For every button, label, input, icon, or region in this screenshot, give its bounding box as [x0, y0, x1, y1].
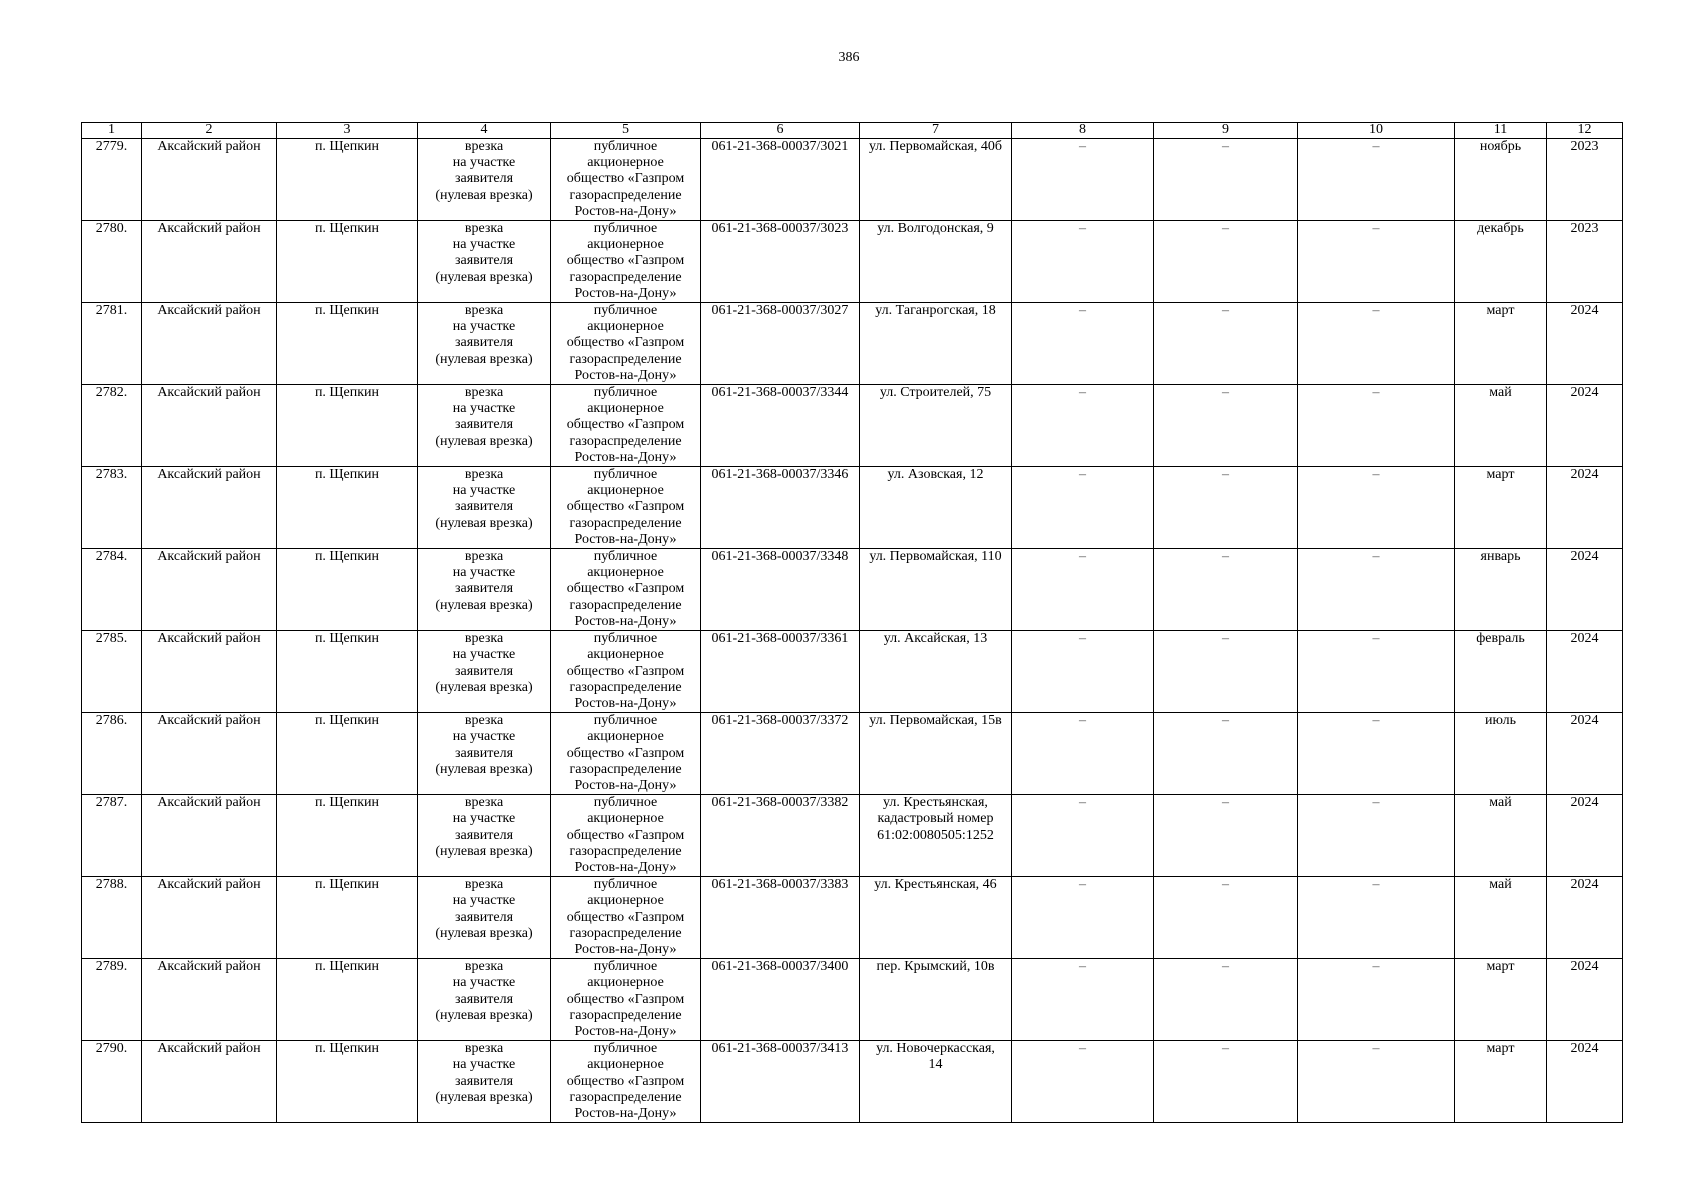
cell-row-number: 2788.	[82, 877, 142, 959]
page-number: 386	[838, 50, 860, 65]
cell-address	[860, 221, 1012, 303]
cell-locality: п. Щепкин	[277, 221, 418, 303]
cell-column-9: –	[1154, 795, 1298, 877]
cell-request-code: 061-21-368-00037/3346	[701, 467, 860, 549]
connection-type-line: на участке	[452, 975, 516, 991]
connection-type-line: (нулевая врезка)	[435, 925, 533, 941]
organization-line: публичное	[593, 1041, 658, 1057]
cell-request-code: 061-21-368-00037/3382	[701, 795, 860, 877]
cell-month: май	[1455, 385, 1547, 467]
cell-organization	[551, 713, 701, 795]
connection-type-line: на участке	[452, 1057, 516, 1073]
connection-type-line: (нулевая врезка)	[435, 761, 533, 777]
organization-line: Ростов-на-Дону»	[574, 613, 677, 629]
cell-organization	[551, 303, 701, 385]
connection-type-line: врезка	[464, 795, 504, 811]
cell-month: март	[1455, 959, 1547, 1041]
table-row	[82, 959, 1623, 1041]
cell-organization	[551, 877, 701, 959]
cell-request-code: 061-21-368-00037/3383	[701, 877, 860, 959]
organization-line: Ростов-на-Дону»	[574, 695, 677, 711]
address-line: ул. Таганрогская, 18	[875, 303, 996, 319]
connection-type-line: врезка	[464, 303, 504, 319]
table-body	[82, 139, 1623, 1123]
cell-column-9: –	[1154, 877, 1298, 959]
cell-address	[860, 139, 1012, 221]
cell-row-number: 2780.	[82, 221, 142, 303]
connection-type-line: заявителя	[454, 991, 514, 1007]
connection-type-line: на участке	[452, 565, 516, 581]
cell-address	[860, 1041, 1012, 1123]
cell-district: Аксайский район	[142, 221, 277, 303]
connection-type-line: заявителя	[454, 171, 514, 187]
connection-type-line: заявителя	[454, 909, 514, 925]
cell-month: июль	[1455, 713, 1547, 795]
organization-line: публичное	[593, 795, 658, 811]
registry-table	[81, 122, 1623, 1123]
organization-line: Ростов-на-Дону»	[574, 531, 677, 547]
cell-connection-type	[418, 139, 551, 221]
cell-request-code: 061-21-368-00037/3344	[701, 385, 860, 467]
organization-line: Ростов-на-Дону»	[574, 449, 677, 465]
organization-line: публичное	[593, 385, 658, 401]
cell-column-8: –	[1012, 303, 1154, 385]
organization-line: публичное	[593, 959, 658, 975]
table-row	[82, 221, 1623, 303]
cell-organization	[551, 631, 701, 713]
connection-type-line: на участке	[452, 237, 516, 253]
cell-district: Аксайский район	[142, 877, 277, 959]
cell-row-number: 2781.	[82, 303, 142, 385]
cell-year: 2024	[1547, 959, 1623, 1041]
cell-row-number: 2790.	[82, 1041, 142, 1123]
cell-column-10: –	[1298, 713, 1455, 795]
cell-column-9: –	[1154, 221, 1298, 303]
cell-connection-type	[418, 385, 551, 467]
organization-line: акционерное	[587, 729, 664, 745]
connection-type-line: на участке	[452, 893, 516, 909]
cell-column-10: –	[1298, 631, 1455, 713]
cell-month: декабрь	[1455, 221, 1547, 303]
cell-district: Аксайский район	[142, 467, 277, 549]
organization-line: Ростов-на-Дону»	[574, 1105, 677, 1121]
cell-request-code: 061-21-368-00037/3400	[701, 959, 860, 1041]
connection-type-line: (нулевая врезка)	[435, 515, 533, 531]
organization-line: акционерное	[587, 401, 664, 417]
column-header-7: 7	[860, 123, 1012, 139]
connection-type-line: (нулевая врезка)	[435, 1007, 533, 1023]
organization-line: публичное	[593, 877, 658, 893]
cell-month: май	[1455, 795, 1547, 877]
cell-column-9: –	[1154, 713, 1298, 795]
organization-line: Ростов-на-Дону»	[574, 285, 677, 301]
organization-line: общество «Газпром	[566, 745, 685, 761]
cell-column-10: –	[1298, 385, 1455, 467]
cell-row-number: 2783.	[82, 467, 142, 549]
table-row	[82, 795, 1623, 877]
cell-column-9: –	[1154, 631, 1298, 713]
address-line: 14	[928, 1057, 943, 1073]
organization-line: публичное	[593, 467, 658, 483]
address-line: ул. Первомайская, 15в	[869, 713, 1002, 729]
organization-line: газораспределение	[569, 597, 682, 613]
organization-line: газораспределение	[569, 1007, 682, 1023]
cell-district: Аксайский район	[142, 549, 277, 631]
organization-line: Ростов-на-Дону»	[574, 203, 677, 219]
organization-line: акционерное	[587, 483, 664, 499]
cell-connection-type	[418, 467, 551, 549]
cell-column-9: –	[1154, 303, 1298, 385]
connection-type-line: врезка	[464, 549, 504, 565]
organization-line: общество «Газпром	[566, 171, 685, 187]
organization-line: общество «Газпром	[566, 909, 685, 925]
cell-request-code: 061-21-368-00037/3361	[701, 631, 860, 713]
cell-column-8: –	[1012, 467, 1154, 549]
connection-type-line: заявителя	[454, 253, 514, 269]
cell-locality: п. Щепкин	[277, 1041, 418, 1123]
cell-organization	[551, 959, 701, 1041]
cell-column-8: –	[1012, 713, 1154, 795]
column-header-12: 12	[1547, 123, 1623, 139]
cell-column-10: –	[1298, 877, 1455, 959]
organization-line: общество «Газпром	[566, 827, 685, 843]
cell-month: март	[1455, 467, 1547, 549]
organization-line: акционерное	[587, 319, 664, 335]
organization-line: общество «Газпром	[566, 335, 685, 351]
cell-year: 2024	[1547, 877, 1623, 959]
cell-column-9: –	[1154, 385, 1298, 467]
cell-column-10: –	[1298, 549, 1455, 631]
connection-type-line: на участке	[452, 729, 516, 745]
cell-row-number: 2782.	[82, 385, 142, 467]
cell-address	[860, 795, 1012, 877]
cell-address	[860, 303, 1012, 385]
cell-row-number: 2789.	[82, 959, 142, 1041]
connection-type-line: на участке	[452, 483, 516, 499]
cell-locality: п. Щепкин	[277, 467, 418, 549]
address-line: ул. Волгодонская, 9	[877, 221, 994, 237]
cell-organization	[551, 467, 701, 549]
cell-connection-type	[418, 713, 551, 795]
cell-connection-type	[418, 1041, 551, 1123]
table-row	[82, 139, 1623, 221]
column-header-10: 10	[1298, 123, 1455, 139]
cell-row-number: 2786.	[82, 713, 142, 795]
cell-locality: п. Щепкин	[277, 877, 418, 959]
organization-line: газораспределение	[569, 351, 682, 367]
cell-district: Аксайский район	[142, 959, 277, 1041]
organization-line: общество «Газпром	[566, 253, 685, 269]
cell-year: 2024	[1547, 713, 1623, 795]
column-header-3: 3	[277, 123, 418, 139]
cell-address	[860, 959, 1012, 1041]
cell-column-9: –	[1154, 959, 1298, 1041]
connection-type-line: заявителя	[454, 663, 514, 679]
cell-address	[860, 631, 1012, 713]
connection-type-line: (нулевая врезка)	[435, 269, 533, 285]
column-header-1: 1	[82, 123, 142, 139]
cell-organization	[551, 795, 701, 877]
cell-column-8: –	[1012, 631, 1154, 713]
table-header	[82, 123, 1623, 139]
cell-request-code: 061-21-368-00037/3023	[701, 221, 860, 303]
cell-organization	[551, 221, 701, 303]
organization-line: акционерное	[587, 647, 664, 663]
cell-year: 2024	[1547, 467, 1623, 549]
address-line: 61:02:0080505:1252	[877, 827, 994, 843]
cell-connection-type	[418, 959, 551, 1041]
connection-type-line: (нулевая врезка)	[435, 187, 533, 203]
cell-connection-type	[418, 631, 551, 713]
cell-locality: п. Щепкин	[277, 713, 418, 795]
cell-request-code: 061-21-368-00037/3027	[701, 303, 860, 385]
cell-connection-type	[418, 303, 551, 385]
connection-type-line: заявителя	[454, 417, 514, 433]
organization-line: общество «Газпром	[566, 663, 685, 679]
connection-type-line: заявителя	[454, 1073, 514, 1089]
organization-line: газораспределение	[569, 925, 682, 941]
connection-type-line: (нулевая врезка)	[435, 597, 533, 613]
organization-line: Ростов-на-Дону»	[574, 859, 677, 875]
cell-year: 2024	[1547, 549, 1623, 631]
cell-year: 2024	[1547, 631, 1623, 713]
organization-line: акционерное	[587, 975, 664, 991]
cell-year: 2023	[1547, 221, 1623, 303]
table-row	[82, 713, 1623, 795]
cell-connection-type	[418, 549, 551, 631]
connection-type-line: (нулевая врезка)	[435, 843, 533, 859]
cell-month: март	[1455, 1041, 1547, 1123]
connection-type-line: на участке	[452, 155, 516, 171]
connection-type-line: врезка	[464, 877, 504, 893]
address-line: кадастровый номер	[877, 811, 994, 827]
cell-locality: п. Щепкин	[277, 631, 418, 713]
cell-address	[860, 713, 1012, 795]
cell-request-code: 061-21-368-00037/3372	[701, 713, 860, 795]
cell-month: февраль	[1455, 631, 1547, 713]
cell-row-number: 2784.	[82, 549, 142, 631]
organization-line: общество «Газпром	[566, 991, 685, 1007]
cell-year: 2024	[1547, 385, 1623, 467]
address-line: пер. Крымский, 10в	[876, 959, 995, 975]
connection-type-line: врезка	[464, 385, 504, 401]
cell-column-9: –	[1154, 139, 1298, 221]
connection-type-line: на участке	[452, 647, 516, 663]
cell-column-10: –	[1298, 959, 1455, 1041]
organization-line: общество «Газпром	[566, 499, 685, 515]
table-row	[82, 1041, 1623, 1123]
connection-type-line: врезка	[464, 1041, 504, 1057]
cell-address	[860, 467, 1012, 549]
connection-type-line: (нулевая врезка)	[435, 1089, 533, 1105]
address-line: ул. Первомайская, 110	[869, 549, 1002, 565]
organization-line: газораспределение	[569, 269, 682, 285]
cell-district: Аксайский район	[142, 303, 277, 385]
cell-district: Аксайский район	[142, 713, 277, 795]
organization-line: Ростов-на-Дону»	[574, 941, 677, 957]
connection-type-line: врезка	[464, 221, 504, 237]
cell-column-10: –	[1298, 303, 1455, 385]
connection-type-line: на участке	[452, 811, 516, 827]
connection-type-line: врезка	[464, 631, 504, 647]
cell-year: 2024	[1547, 795, 1623, 877]
organization-line: общество «Газпром	[566, 581, 685, 597]
cell-address	[860, 385, 1012, 467]
cell-locality: п. Щепкин	[277, 303, 418, 385]
cell-column-9: –	[1154, 1041, 1298, 1123]
cell-request-code: 061-21-368-00037/3348	[701, 549, 860, 631]
address-line: ул. Азовская, 12	[887, 467, 984, 483]
cell-address	[860, 549, 1012, 631]
table-row	[82, 549, 1623, 631]
organization-line: газораспределение	[569, 1089, 682, 1105]
column-header-6: 6	[701, 123, 860, 139]
table-row	[82, 385, 1623, 467]
cell-connection-type	[418, 221, 551, 303]
organization-line: газораспределение	[569, 679, 682, 695]
header-row	[82, 123, 1623, 139]
address-line: ул. Аксайская, 13	[883, 631, 988, 647]
organization-line: акционерное	[587, 237, 664, 253]
column-header-11: 11	[1455, 123, 1547, 139]
organization-line: акционерное	[587, 893, 664, 909]
cell-locality: п. Щепкин	[277, 795, 418, 877]
cell-connection-type	[418, 877, 551, 959]
cell-connection-type	[418, 795, 551, 877]
cell-month: март	[1455, 303, 1547, 385]
address-line: ул. Первомайская, 40б	[869, 139, 1002, 154]
connection-type-line: врезка	[464, 467, 504, 483]
cell-column-8: –	[1012, 795, 1154, 877]
cell-organization	[551, 1041, 701, 1123]
cell-month: ноябрь	[1455, 139, 1547, 221]
cell-locality: п. Щепкин	[277, 139, 418, 221]
column-header-8: 8	[1012, 123, 1154, 139]
organization-line: Ростов-на-Дону»	[574, 367, 677, 383]
cell-column-10: –	[1298, 1041, 1455, 1123]
table-row	[82, 467, 1623, 549]
connection-type-line: на участке	[452, 401, 516, 417]
cell-column-10: –	[1298, 467, 1455, 549]
cell-column-10: –	[1298, 139, 1455, 221]
organization-line: публичное	[593, 221, 658, 237]
table-row	[82, 877, 1623, 959]
organization-line: общество «Газпром	[566, 1073, 685, 1089]
cell-district: Аксайский район	[142, 139, 277, 221]
connection-type-line: заявителя	[454, 581, 514, 597]
organization-line: газораспределение	[569, 843, 682, 859]
address-line: ул. Строителей, 75	[879, 385, 992, 401]
connection-type-line: заявителя	[454, 745, 514, 761]
organization-line: общество «Газпром	[566, 417, 685, 433]
table-row	[82, 303, 1623, 385]
cell-column-8: –	[1012, 139, 1154, 221]
cell-year: 2023	[1547, 139, 1623, 221]
cell-column-8: –	[1012, 1041, 1154, 1123]
cell-address	[860, 877, 1012, 959]
cell-locality: п. Щепкин	[277, 959, 418, 1041]
connection-type-line: заявителя	[454, 335, 514, 351]
table-row	[82, 631, 1623, 713]
connection-type-line: врезка	[464, 139, 504, 154]
address-line: ул. Крестьянская,	[883, 795, 988, 811]
connection-type-line: заявителя	[454, 827, 514, 843]
organization-line: Ростов-на-Дону»	[574, 1023, 677, 1039]
cell-column-8: –	[1012, 221, 1154, 303]
cell-column-8: –	[1012, 959, 1154, 1041]
organization-line: публичное	[593, 139, 658, 154]
address-line: ул. Новочеркасская,	[876, 1041, 995, 1057]
column-header-9: 9	[1154, 123, 1298, 139]
cell-column-9: –	[1154, 467, 1298, 549]
organization-line: газораспределение	[569, 515, 682, 531]
cell-locality: п. Щепкин	[277, 385, 418, 467]
organization-line: акционерное	[587, 155, 664, 171]
cell-request-code: 061-21-368-00037/3413	[701, 1041, 860, 1123]
cell-column-8: –	[1012, 549, 1154, 631]
cell-column-10: –	[1298, 795, 1455, 877]
connection-type-line: заявителя	[454, 499, 514, 515]
organization-line: публичное	[593, 631, 658, 647]
organization-line: акционерное	[587, 811, 664, 827]
organization-line: публичное	[593, 713, 658, 729]
organization-line: газораспределение	[569, 187, 682, 203]
cell-locality: п. Щепкин	[277, 549, 418, 631]
organization-line: акционерное	[587, 565, 664, 581]
organization-line: публичное	[593, 303, 658, 319]
cell-column-9: –	[1154, 549, 1298, 631]
cell-month: январь	[1455, 549, 1547, 631]
cell-request-code: 061-21-368-00037/3021	[701, 139, 860, 221]
organization-line: публичное	[593, 549, 658, 565]
organization-line: Ростов-на-Дону»	[574, 777, 677, 793]
cell-row-number: 2785.	[82, 631, 142, 713]
cell-district: Аксайский район	[142, 385, 277, 467]
connection-type-line: (нулевая врезка)	[435, 679, 533, 695]
connection-type-line: на участке	[452, 319, 516, 335]
cell-year: 2024	[1547, 303, 1623, 385]
cell-row-number: 2779.	[82, 139, 142, 221]
cell-organization	[551, 139, 701, 221]
connection-type-line: врезка	[464, 959, 504, 975]
cell-year: 2024	[1547, 1041, 1623, 1123]
column-header-2: 2	[142, 123, 277, 139]
cell-district: Аксайский район	[142, 795, 277, 877]
address-line: ул. Крестьянская, 46	[874, 877, 997, 893]
cell-column-8: –	[1012, 877, 1154, 959]
cell-district: Аксайский район	[142, 1041, 277, 1123]
connection-type-line: врезка	[464, 713, 504, 729]
organization-line: газораспределение	[569, 761, 682, 777]
organization-line: акционерное	[587, 1057, 664, 1073]
organization-line: газораспределение	[569, 433, 682, 449]
cell-row-number: 2787.	[82, 795, 142, 877]
column-header-4: 4	[418, 123, 551, 139]
connection-type-line: (нулевая врезка)	[435, 351, 533, 367]
cell-organization	[551, 549, 701, 631]
cell-district: Аксайский район	[142, 631, 277, 713]
cell-column-8: –	[1012, 385, 1154, 467]
cell-organization	[551, 385, 701, 467]
cell-month: май	[1455, 877, 1547, 959]
column-header-5: 5	[551, 123, 701, 139]
connection-type-line: (нулевая врезка)	[435, 433, 533, 449]
cell-column-10: –	[1298, 221, 1455, 303]
